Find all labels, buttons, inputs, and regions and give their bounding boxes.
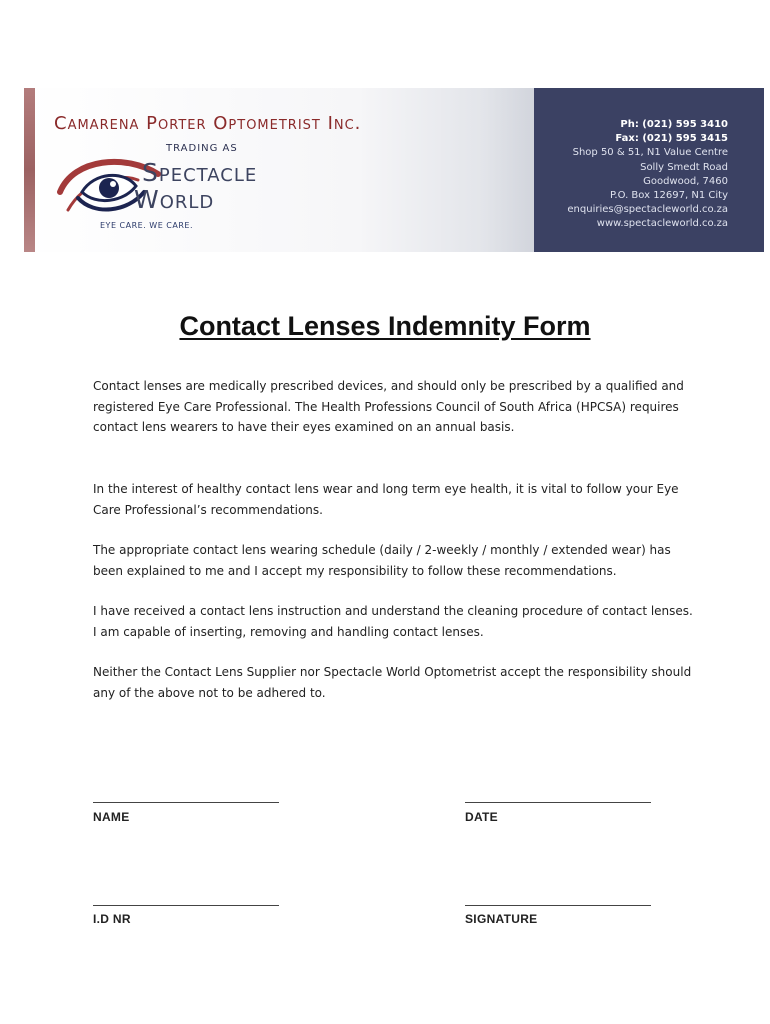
paragraph-prescription: Contact lenses are medically prescribed devices, and should only be prescribed by a qualified and registered Eye Care Professional. The Health Professions Council of South Africa (HPCSA) requires contact lens wearers to have their eyes examined on an annual basis. [93, 379, 684, 434]
contact-panel [534, 88, 764, 252]
letterhead-accent-bar [24, 88, 35, 252]
id-number-signature-line[interactable] [93, 905, 279, 906]
date-label: DATE [465, 810, 498, 824]
date-signature-line[interactable] [465, 802, 651, 803]
name-signature-line[interactable] [93, 802, 279, 803]
contact-address-line-2: Solly Smedt Road [640, 161, 728, 173]
contact-address-line-3: Goodwood, 7460 [643, 175, 728, 187]
form-title: Contact Lenses Indemnity Form [179, 311, 591, 341]
paragraph-recommendations: In the interest of healthy contact lens wear and long term eye health, it is vital to follow your Eye Care Professional’s recommendations. [93, 482, 679, 517]
brand-name-line-2: World [134, 185, 215, 214]
paragraph-wearing-schedule: The appropriate contact lens wearing schedule (daily / 2-weekly / monthly / extended wear) has been explained to me and I accept my responsibility to follow these recommendations. [93, 543, 671, 578]
contact-address-line-1: Shop 50 & 51, N1 Value Centre [572, 147, 728, 159]
contact-po-box: P.O. Box 12697, N1 City [609, 190, 728, 202]
name-label: NAME [93, 810, 130, 824]
contact-email: enquiries@spectacleworld.co.za [567, 204, 728, 216]
signature-line[interactable] [465, 905, 651, 906]
brand-name-line-1: Spectacle [142, 158, 258, 187]
trading-as-label: TRADING AS [166, 143, 238, 154]
letterhead-banner [24, 88, 764, 252]
company-name: Camarena Porter Optometrist Inc. [54, 113, 362, 134]
signature-label: SIGNATURE [465, 912, 538, 926]
id-number-label: I.D NR [93, 912, 131, 926]
contact-website: www.spectacleworld.co.za [596, 218, 728, 230]
contact-phone: Ph: (021) 595 3410 [620, 119, 728, 130]
brand-tagline: EYE CARE. WE CARE. [100, 221, 194, 230]
contact-fax: Fax: (021) 595 3415 [615, 133, 728, 145]
paragraph-instruction: I have received a contact lens instruction and understand the cleaning procedure of contact lenses. I am capable of inserting, removing and handling contact lenses. [93, 604, 693, 639]
paragraph-responsibility: Neither the Contact Lens Supplier nor Spectacle World Optometrist accept the responsibility should any of the above not to be adhered to. [93, 665, 692, 700]
contact-details [567, 118, 728, 232]
